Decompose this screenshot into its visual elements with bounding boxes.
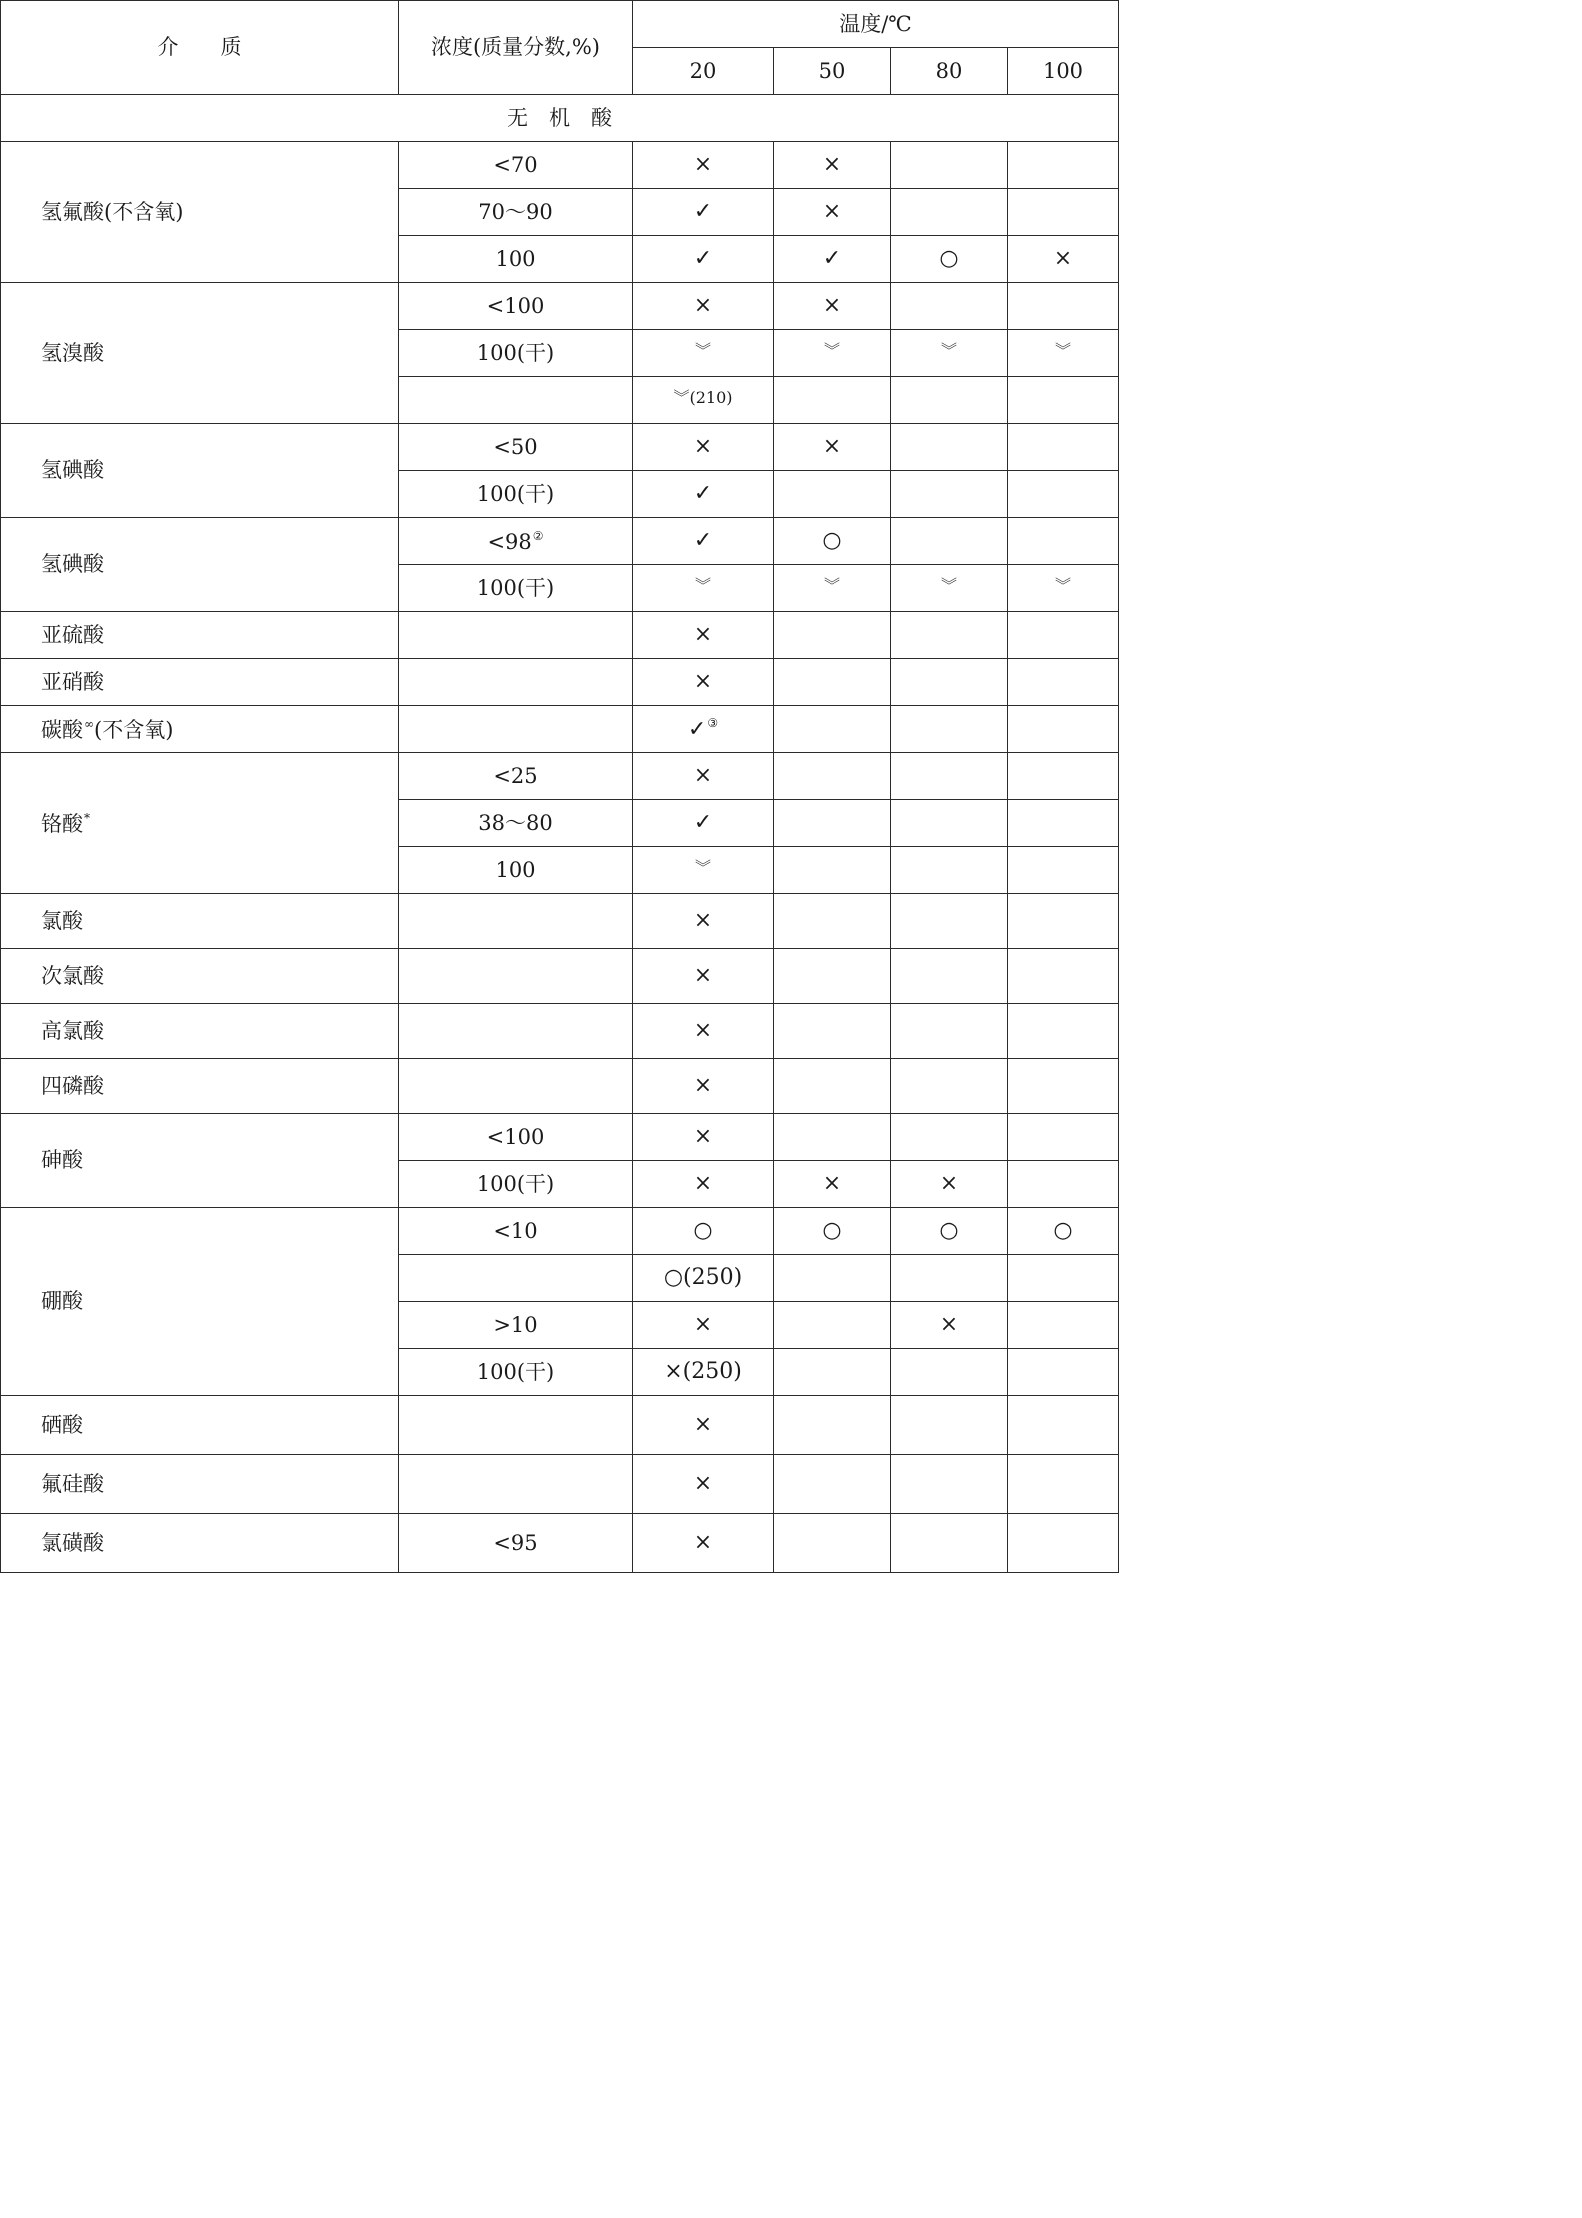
concentration-cell — [399, 949, 633, 1004]
circle-mark: ○ — [822, 528, 842, 553]
table-row — [1, 1396, 1119, 1455]
temp-50-cell — [774, 1004, 891, 1059]
medium-cell — [1, 424, 399, 518]
table-row — [1, 894, 1119, 949]
temp-100-cell — [1008, 800, 1119, 847]
medium-name: 氢碘酸 — [41, 458, 104, 482]
cross-mark: × — [822, 434, 842, 459]
cell-note-mark: ③ — [707, 716, 719, 730]
temp-100-cell — [1008, 1004, 1119, 1059]
temp-50-cell — [774, 612, 891, 659]
temp-100-cell — [1008, 142, 1119, 189]
check-mark: ✓ — [693, 481, 713, 506]
temp-20-cell — [633, 1114, 774, 1161]
temp-20-cell — [633, 753, 774, 800]
temp-100-cell — [1008, 377, 1119, 424]
concentration-cell — [399, 1004, 633, 1059]
cross-mark: × — [693, 1124, 713, 1149]
concentration-note-mark: ② — [532, 528, 544, 543]
temp-20-cell — [633, 1302, 774, 1349]
temp-50-cell — [774, 894, 891, 949]
temp-100-cell — [1008, 659, 1119, 706]
concentration-cell — [399, 1114, 633, 1161]
temp-20-cell — [633, 283, 774, 330]
section-title: 无 机 酸 — [1, 95, 1119, 142]
temp-100-cell — [1008, 1514, 1119, 1573]
concentration-value: <70 — [493, 152, 538, 177]
temp-20-cell — [633, 377, 774, 424]
concentration-cell — [399, 1396, 633, 1455]
circle-mark: ○ — [939, 1218, 959, 1243]
temp-20-cell — [633, 800, 774, 847]
cross-mark: × — [693, 1312, 713, 1337]
table-row — [1, 1004, 1119, 1059]
temp-20-cell — [633, 1161, 774, 1208]
table-row — [1, 1059, 1119, 1114]
temp-80-cell — [891, 612, 1008, 659]
concentration-cell — [399, 1455, 633, 1514]
double-chevron-mark: ︾ — [694, 575, 711, 595]
medium-name: 硒酸 — [41, 1412, 83, 1437]
temp-80-cell — [891, 753, 1008, 800]
medium-cell — [1, 1114, 399, 1208]
double-chevron-mark: ︾ — [823, 340, 840, 360]
concentration-cell — [399, 1349, 633, 1396]
circle-mark: ○ — [822, 1218, 842, 1243]
concentration-cell — [399, 612, 633, 659]
cross-mark: × — [939, 1171, 959, 1196]
concentration-value: <10 — [493, 1218, 538, 1243]
table-row — [1, 706, 1119, 753]
temp-20-cell — [633, 1059, 774, 1114]
medium-name: 硼酸 — [41, 1289, 83, 1313]
cross-mark: × — [822, 1171, 842, 1196]
double-chevron-mark: ︾ — [1055, 340, 1072, 360]
double-chevron-mark: ︾ — [823, 575, 840, 595]
cross-mark: × — [822, 199, 842, 224]
cross-mark: × — [693, 1171, 713, 1196]
temp-100-cell — [1008, 1208, 1119, 1255]
table-row — [1, 612, 1119, 659]
temp-50-cell — [774, 1059, 891, 1114]
medium-name: 高氯酸 — [41, 1018, 104, 1043]
temp-20-cell — [633, 236, 774, 283]
temp-80-cell — [891, 471, 1008, 518]
concentration-value: >10 — [493, 1312, 538, 1337]
cross-mark: × — [693, 1471, 713, 1496]
temp-80-cell — [891, 1161, 1008, 1208]
temp-80-cell — [891, 1396, 1008, 1455]
temp-50-cell — [774, 1208, 891, 1255]
temp-20-cell — [633, 1396, 774, 1455]
temp-100-cell — [1008, 471, 1119, 518]
temp-20-cell — [633, 1455, 774, 1514]
temp-50-cell — [774, 189, 891, 236]
concentration-cell — [399, 847, 633, 894]
concentration-cell — [399, 1255, 633, 1302]
concentration-value: <95 — [493, 1530, 538, 1555]
table-row — [1, 753, 1119, 800]
concentration-cell — [399, 189, 633, 236]
medium-name: 铬酸 — [41, 811, 83, 836]
medium-name: 碳酸 — [41, 717, 83, 742]
temp-80-cell — [891, 949, 1008, 1004]
temp-50-cell — [774, 1161, 891, 1208]
medium-note-mark: ∞ — [84, 716, 94, 731]
temp-80-cell — [891, 236, 1008, 283]
medium-name: 氢溴酸 — [41, 340, 104, 365]
medium-name: 氢碘酸 — [41, 552, 104, 576]
temp-80-cell — [891, 1208, 1008, 1255]
medium-name: 四磷酸 — [41, 1073, 104, 1098]
temp-80-cell — [891, 659, 1008, 706]
concentration-value: 70～90 — [478, 199, 553, 224]
temp-80-cell — [891, 330, 1008, 377]
cross-mark: × — [693, 669, 713, 694]
temp-80-cell — [891, 894, 1008, 949]
temp-80-cell — [891, 1059, 1008, 1114]
temp-50-cell — [774, 753, 891, 800]
table-row — [1, 1514, 1119, 1573]
temp-80-cell — [891, 189, 1008, 236]
table-row — [1, 949, 1119, 1004]
temp-50-cell — [774, 283, 891, 330]
table-row — [1, 424, 1119, 471]
temp-50-cell — [774, 1255, 891, 1302]
cross-mark: × — [939, 1312, 959, 1337]
double-chevron-mark: ︾ — [940, 340, 957, 360]
circle-mark: ○ — [1053, 1218, 1073, 1243]
temp-20-cell — [633, 706, 774, 753]
table-body — [1, 95, 1119, 1573]
header-temperature: 温度/℃ — [633, 1, 1119, 48]
temp-80-cell — [891, 847, 1008, 894]
temp-100-cell — [1008, 283, 1119, 330]
table-row — [1, 1455, 1119, 1514]
double-chevron-mark: ︾ — [694, 857, 711, 877]
table-row — [1, 1114, 1119, 1161]
check-mark: ✓ — [822, 246, 842, 271]
temp-50-cell — [774, 518, 891, 565]
header-temp-20: 20 — [633, 48, 774, 95]
temp-80-cell — [891, 518, 1008, 565]
temp-50-cell — [774, 377, 891, 424]
medium-cell — [1, 949, 399, 1004]
table-row — [1, 283, 1119, 330]
temp-80-cell — [891, 1349, 1008, 1396]
concentration-cell — [399, 800, 633, 847]
concentration-cell — [399, 565, 633, 612]
cross-mark: × — [693, 622, 713, 647]
temp-100-cell — [1008, 189, 1119, 236]
concentration-value: 100(干) — [476, 481, 555, 506]
cross-mark: × — [693, 1073, 713, 1098]
concentration-cell — [399, 706, 633, 753]
temp-100-cell — [1008, 1455, 1119, 1514]
temp-50-cell — [774, 142, 891, 189]
header-concentration: 浓度(质量分数,%) — [399, 1, 633, 95]
temp-20-cell — [633, 1349, 774, 1396]
medium-cell — [1, 612, 399, 659]
check-mark: ✓ — [693, 810, 713, 835]
section-row — [1, 95, 1119, 142]
temp-50-cell — [774, 1302, 891, 1349]
concentration-value: <98 — [487, 529, 532, 554]
medium-cell — [1, 1396, 399, 1455]
concentration-cell — [399, 659, 633, 706]
temp-20-cell — [633, 1255, 774, 1302]
temp-50-cell — [774, 330, 891, 377]
cross-mark: × — [693, 963, 713, 988]
temp-80-cell — [891, 1455, 1008, 1514]
medium-name: 砷酸 — [41, 1148, 83, 1172]
medium-name: 氟硅酸 — [41, 1471, 104, 1496]
temp-50-cell — [774, 424, 891, 471]
temp-50-cell — [774, 949, 891, 1004]
check-mark: ✓ — [693, 199, 713, 224]
header-temp-50: 50 — [774, 48, 891, 95]
concentration-cell — [399, 377, 633, 424]
header-temp-100: 100 — [1008, 48, 1119, 95]
temp-100-cell — [1008, 612, 1119, 659]
temp-20-cell — [633, 1514, 774, 1573]
temp-100-cell — [1008, 1161, 1119, 1208]
concentration-value: 38～80 — [478, 810, 553, 835]
concentration-value: 100(干) — [476, 575, 555, 600]
medium-cell — [1, 1004, 399, 1059]
temp-50-cell — [774, 1114, 891, 1161]
temp-50-cell — [774, 1455, 891, 1514]
temp-20-cell — [633, 142, 774, 189]
cross-mark: × — [693, 763, 713, 788]
circle-mark: ○(250) — [663, 1265, 743, 1290]
check-mark: ✓ — [693, 246, 713, 271]
temp-50-cell — [774, 706, 891, 753]
temp-50-cell — [774, 800, 891, 847]
temp-50-cell — [774, 1514, 891, 1573]
temp-50-cell — [774, 847, 891, 894]
temp-80-cell — [891, 377, 1008, 424]
medium-name: 次氯酸 — [41, 963, 104, 988]
medium-name: 氢氟酸(不含氧) — [41, 199, 184, 224]
temp-80-cell — [891, 1302, 1008, 1349]
temp-20-cell — [633, 1004, 774, 1059]
medium-cell — [1, 283, 399, 424]
temp-80-cell — [891, 1004, 1008, 1059]
medium-cell — [1, 894, 399, 949]
concentration-cell — [399, 518, 633, 565]
medium-note-mark: * — [84, 810, 90, 825]
check-mark: ✓ — [687, 717, 707, 742]
temp-100-cell — [1008, 236, 1119, 283]
concentration-cell — [399, 1059, 633, 1114]
concentration-cell — [399, 1302, 633, 1349]
temp-100-cell — [1008, 949, 1119, 1004]
temp-80-cell — [891, 424, 1008, 471]
medium-qualifier: (不含氧) — [94, 717, 174, 742]
medium-name: 氯酸 — [41, 908, 83, 933]
concentration-value: 100 — [495, 246, 536, 271]
circle-mark: ○ — [939, 246, 959, 271]
cross-mark: × — [693, 293, 713, 318]
cross-mark: × — [822, 152, 842, 177]
temp-100-cell — [1008, 1059, 1119, 1114]
temp-80-cell — [891, 1114, 1008, 1161]
temp-20-cell — [633, 189, 774, 236]
temp-100-cell — [1008, 1114, 1119, 1161]
temp-80-cell — [891, 800, 1008, 847]
cross-mark: × — [693, 434, 713, 459]
temp-100-cell — [1008, 330, 1119, 377]
medium-cell — [1, 706, 399, 753]
temp-20-cell — [633, 949, 774, 1004]
concentration-value: <50 — [493, 434, 538, 459]
temp-100-cell — [1008, 424, 1119, 471]
concentration-cell — [399, 753, 633, 800]
cross-mark: × — [1053, 246, 1073, 271]
temp-100-cell — [1008, 753, 1119, 800]
double-chevron-mark: ︾ — [1055, 575, 1072, 595]
temp-100-cell — [1008, 565, 1119, 612]
concentration-value: 100 — [495, 857, 536, 882]
concentration-cell — [399, 1161, 633, 1208]
temp-100-cell — [1008, 1255, 1119, 1302]
medium-cell — [1, 142, 399, 283]
temp-100-cell — [1008, 894, 1119, 949]
cross-mark: × — [693, 1530, 713, 1555]
temp-100-cell — [1008, 518, 1119, 565]
double-chevron-mark: ︾ — [694, 340, 711, 360]
double-chevron-mark: ︾(210) — [673, 387, 733, 407]
medium-cell — [1, 1208, 399, 1396]
temp-100-cell — [1008, 1396, 1119, 1455]
temp-100-cell — [1008, 1302, 1119, 1349]
temp-20-cell — [633, 659, 774, 706]
concentration-value: 100(干) — [476, 340, 555, 365]
temp-50-cell — [774, 565, 891, 612]
circle-mark: ○ — [693, 1218, 713, 1243]
check-mark: ✓ — [693, 528, 713, 553]
temp-20-cell — [633, 1208, 774, 1255]
temp-50-cell — [774, 1396, 891, 1455]
concentration-cell — [399, 330, 633, 377]
medium-name: 亚硫酸 — [41, 622, 104, 647]
medium-cell — [1, 753, 399, 894]
table-row — [1, 1208, 1119, 1255]
concentration-cell — [399, 236, 633, 283]
medium-cell — [1, 1455, 399, 1514]
cross-mark: × — [822, 293, 842, 318]
temp-80-cell — [891, 283, 1008, 330]
temp-20-cell — [633, 847, 774, 894]
temp-20-cell — [633, 612, 774, 659]
concentration-value: <100 — [486, 293, 545, 318]
medium-cell — [1, 1514, 399, 1573]
temp-20-cell — [633, 894, 774, 949]
double-chevron-mark: ︾ — [940, 575, 957, 595]
concentration-cell — [399, 1208, 633, 1255]
temp-20-cell — [633, 565, 774, 612]
concentration-cell — [399, 894, 633, 949]
concentration-cell — [399, 424, 633, 471]
temp-80-cell — [891, 565, 1008, 612]
temp-20-cell — [633, 330, 774, 377]
temp-20-cell — [633, 471, 774, 518]
medium-cell — [1, 1059, 399, 1114]
concentration-value: 100(干) — [476, 1171, 555, 1196]
cross-mark: × — [693, 1412, 713, 1437]
temp-50-cell — [774, 659, 891, 706]
cross-mark: × — [693, 908, 713, 933]
concentration-cell — [399, 142, 633, 189]
cross-mark: ×(250) — [664, 1359, 742, 1384]
temp-100-cell — [1008, 706, 1119, 753]
medium-cell — [1, 659, 399, 706]
temp-50-cell — [774, 1349, 891, 1396]
medium-name: 亚硝酸 — [41, 669, 104, 694]
temp-80-cell — [891, 706, 1008, 753]
temp-20-cell — [633, 424, 774, 471]
temp-80-cell — [891, 1255, 1008, 1302]
temp-80-cell — [891, 142, 1008, 189]
table-row — [1, 142, 1119, 189]
header-row-1 — [1, 1, 1119, 48]
temp-100-cell — [1008, 847, 1119, 894]
concentration-value: 100(干) — [476, 1359, 555, 1384]
cross-mark: × — [693, 152, 713, 177]
temp-50-cell — [774, 236, 891, 283]
concentration-cell — [399, 283, 633, 330]
medium-name: 氯磺酸 — [41, 1530, 104, 1555]
header-temp-80: 80 — [891, 48, 1008, 95]
concentration-value: <25 — [493, 763, 538, 788]
concentration-value: <100 — [486, 1124, 545, 1149]
temp-20-cell — [633, 518, 774, 565]
table-row — [1, 518, 1119, 565]
medium-cell — [1, 518, 399, 612]
table-row — [1, 659, 1119, 706]
temp-50-cell — [774, 471, 891, 518]
temp-80-cell — [891, 1514, 1008, 1573]
temp-100-cell — [1008, 1349, 1119, 1396]
concentration-cell — [399, 1514, 633, 1573]
cross-mark: × — [693, 1018, 713, 1043]
header-medium: 介 质 — [1, 1, 399, 95]
concentration-cell — [399, 471, 633, 518]
